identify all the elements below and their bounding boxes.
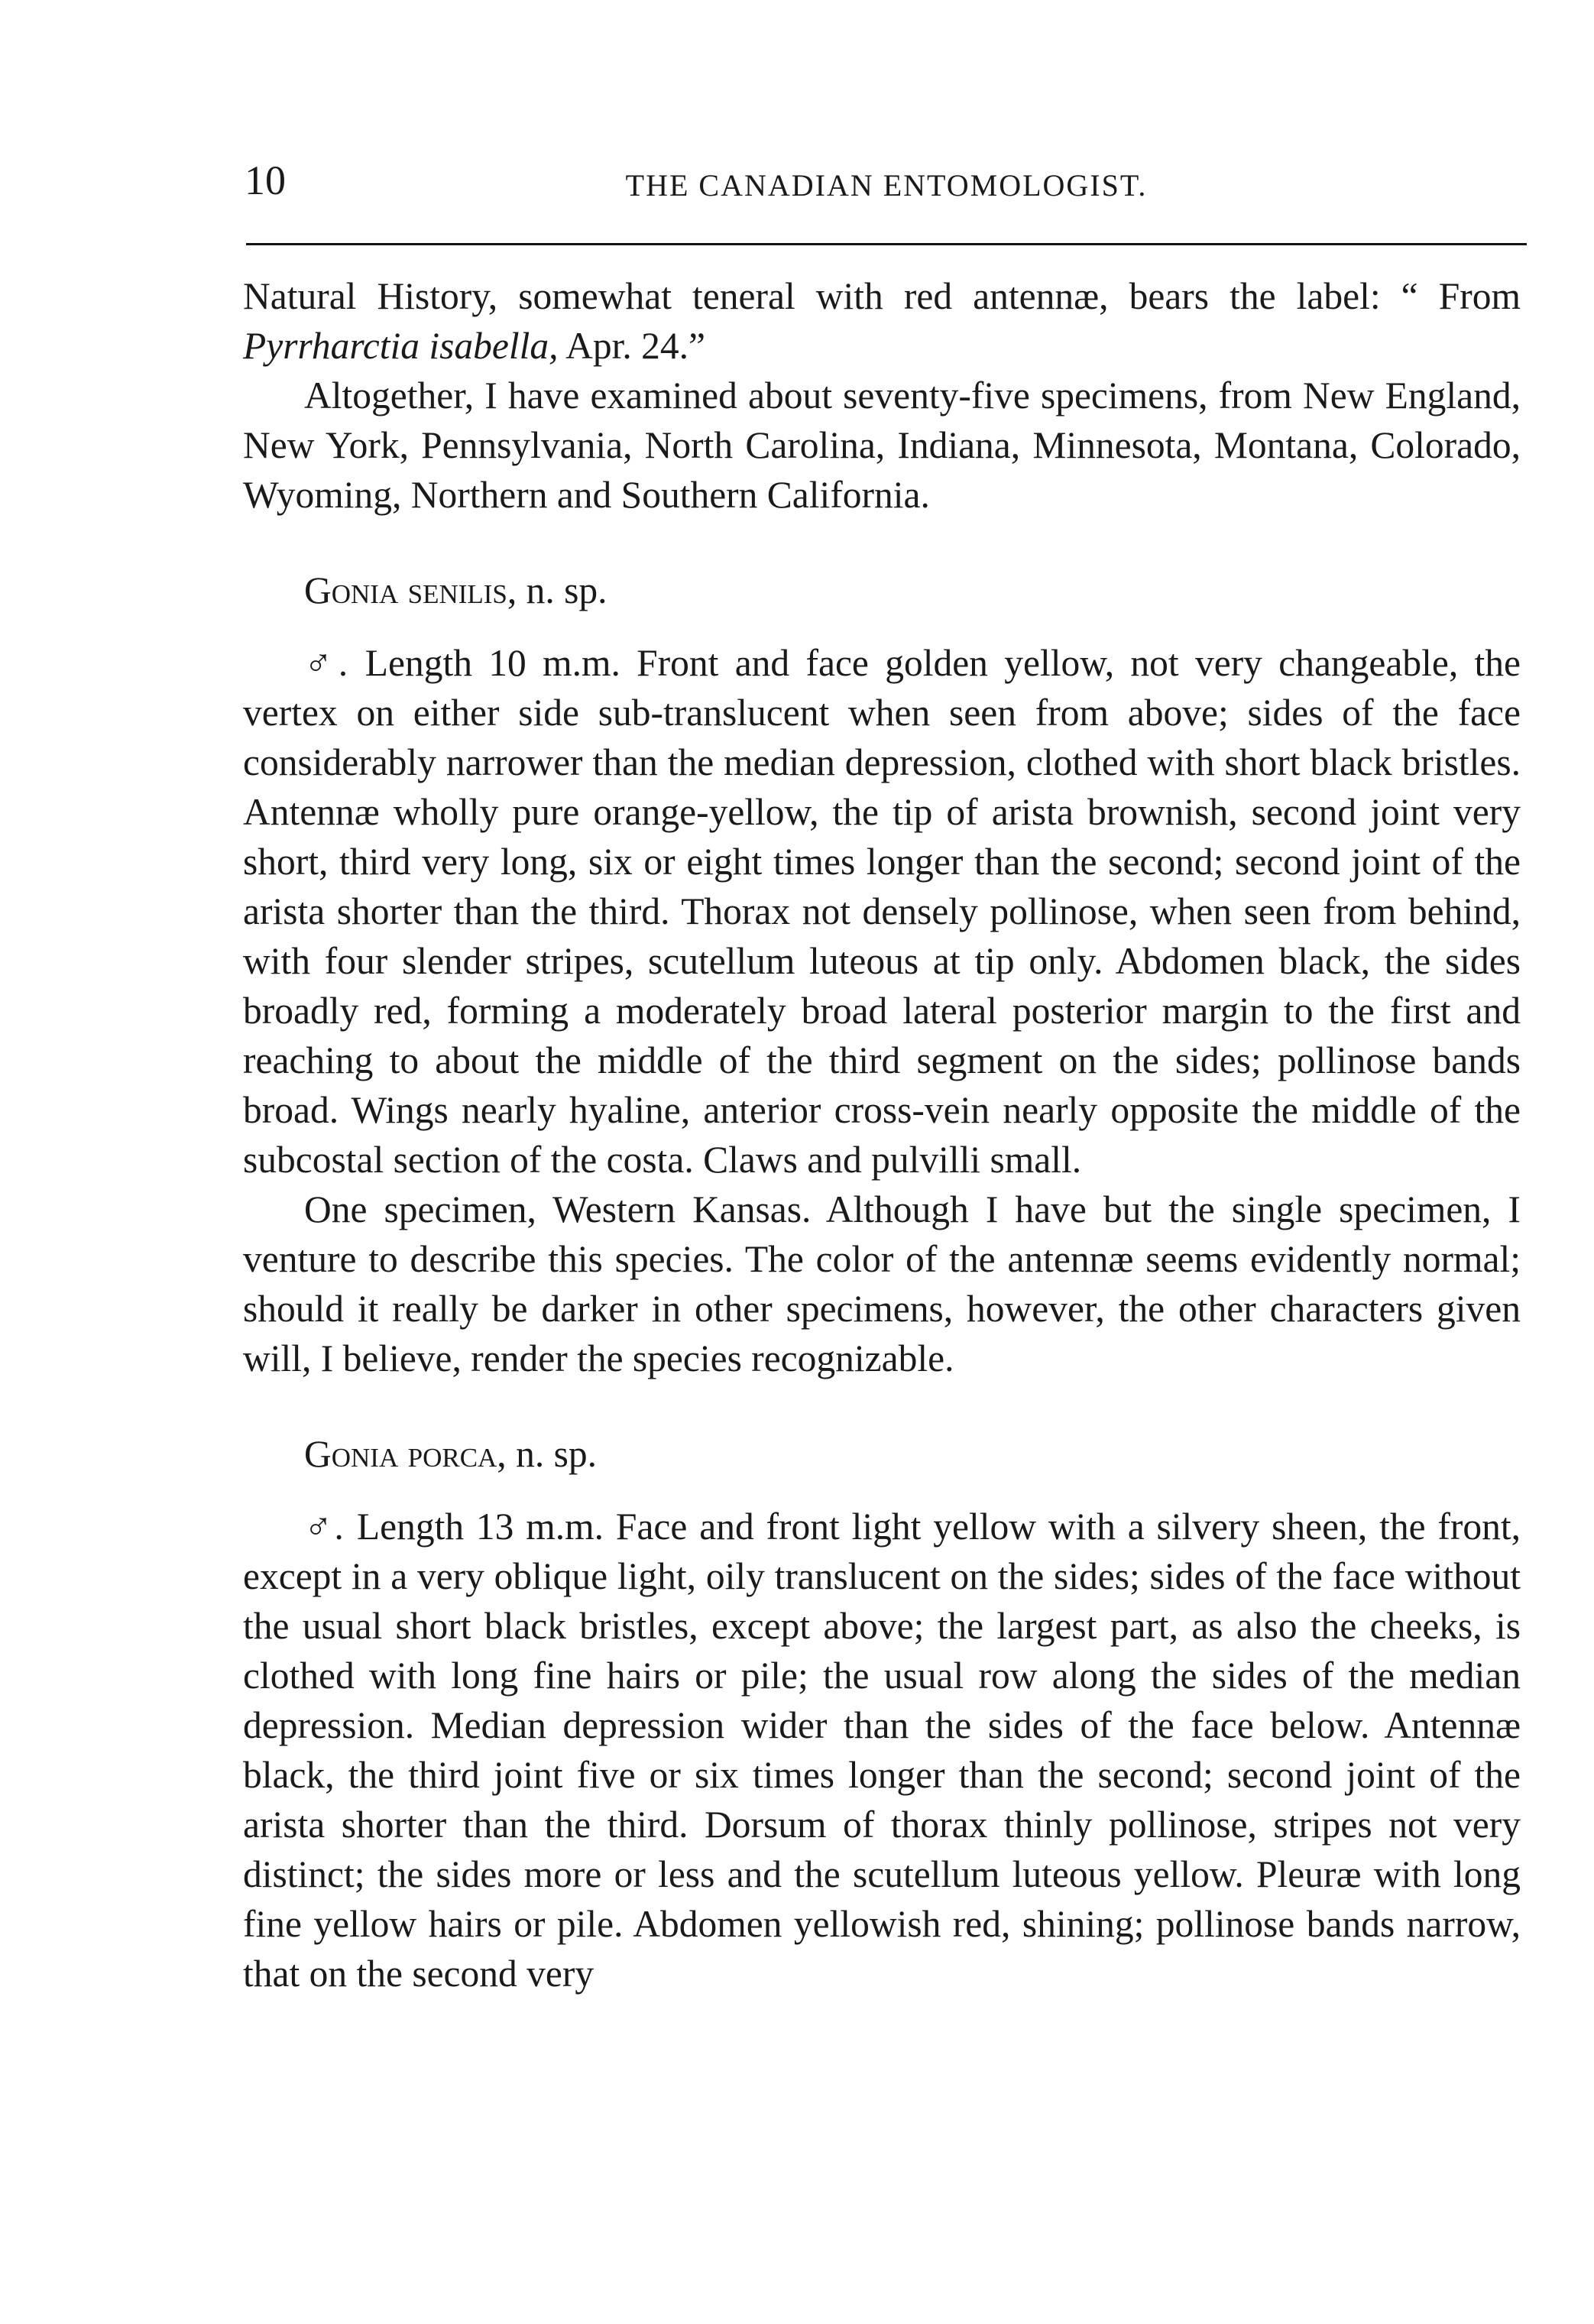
page-body bbox=[243, 271, 1521, 1998]
species-remarks-senilis: One specimen, Western Kansas. Although I have but the single specimen, I venture to describe this species. The color of the antennæ seems evidently normal; should it really be darker in other specimens, however, the other characters given will, I believe, render the species recognizable. bbox=[243, 1188, 1521, 1379]
species-description-porca bbox=[243, 1502, 1521, 1998]
paragraph-specimens: Altogether, I have examined about seventy-five specimens, from New England, New York, Pennsylvania, North Carolina, Indiana, Minnesota, Montana, Colorado, Wyoming, Northern and Southern California. bbox=[243, 374, 1521, 516]
species-name: Gonia porca, bbox=[304, 1433, 507, 1475]
description-text: Length 13 m.m. Face and front light yellow with a silvery sheen, the front, except in a very oblique light, oily translucent on the sides; sides of the face without the usual short black bristles, except above; the largest part, as also the cheeks, is clothed with long fine hairs or pile; the usual row along the sides of the median depression. Median depression wider than the sides of the face below. Antennæ black, the third joint five or six times longer than the second; second joint of the arista shorter than the third. Dorsum of thorax thinly pollinose, stripes not very distinct; the sides more or less and the scutellum luteous yellow. Pleuræ with long fine yellow hairs or pile. Abdomen yellowish red, shining; pollinose bands narrow, that on the second very bbox=[243, 1506, 1521, 1995]
species-suffix: n. sp. bbox=[506, 1433, 597, 1475]
paragraph-text: Natural History, somewhat teneral with red antennæ, bears the label: “ From bbox=[243, 275, 1521, 317]
paragraph-continuation bbox=[243, 271, 1521, 371]
species-heading-porca bbox=[243, 1429, 1521, 1479]
male-symbol: ♂. bbox=[304, 642, 349, 684]
page-header bbox=[245, 157, 1528, 210]
header-rule bbox=[246, 243, 1527, 245]
description-text: Length 10 m.m. Front and face golden yellow, not very changeable, the vertex on either side sub-translucent when seen from above; sides of the face considerably narrower than the median depression, clothed with short black bristles. Antennæ wholly pure orange-yellow, the tip of arista brownish, second joint very short, third very long, six or eight times longer than the second; second joint of the arista shorter than the third. Thorax not densely pollinose, when seen from behind, with four slender stripes, scutellum luteous at tip only. Abdomen black, the sides broadly red, forming a moderately broad lateral posterior margin to the first and reaching to about the middle of the third segment on the sides; pollinose bands broad. Wings nearly hyaline, anterior cross-vein nearly opposite the middle of the subcostal section of the costa. Claws and pulvilli small. bbox=[243, 642, 1521, 1181]
species-name-italic: Pyrrharctia isabella, bbox=[243, 325, 559, 367]
paragraph-text: Apr. 24.” bbox=[558, 325, 705, 367]
species-description-senilis bbox=[243, 638, 1521, 1185]
running-head: THE CANADIAN ENTOMOLOGIST. bbox=[625, 168, 1148, 203]
page-number: 10 bbox=[245, 157, 286, 203]
male-symbol: ♂. bbox=[304, 1506, 345, 1548]
species-heading-senilis bbox=[243, 566, 1521, 615]
species-suffix: n. sp. bbox=[517, 569, 607, 611]
species-name: Gonia senilis, bbox=[304, 569, 517, 611]
